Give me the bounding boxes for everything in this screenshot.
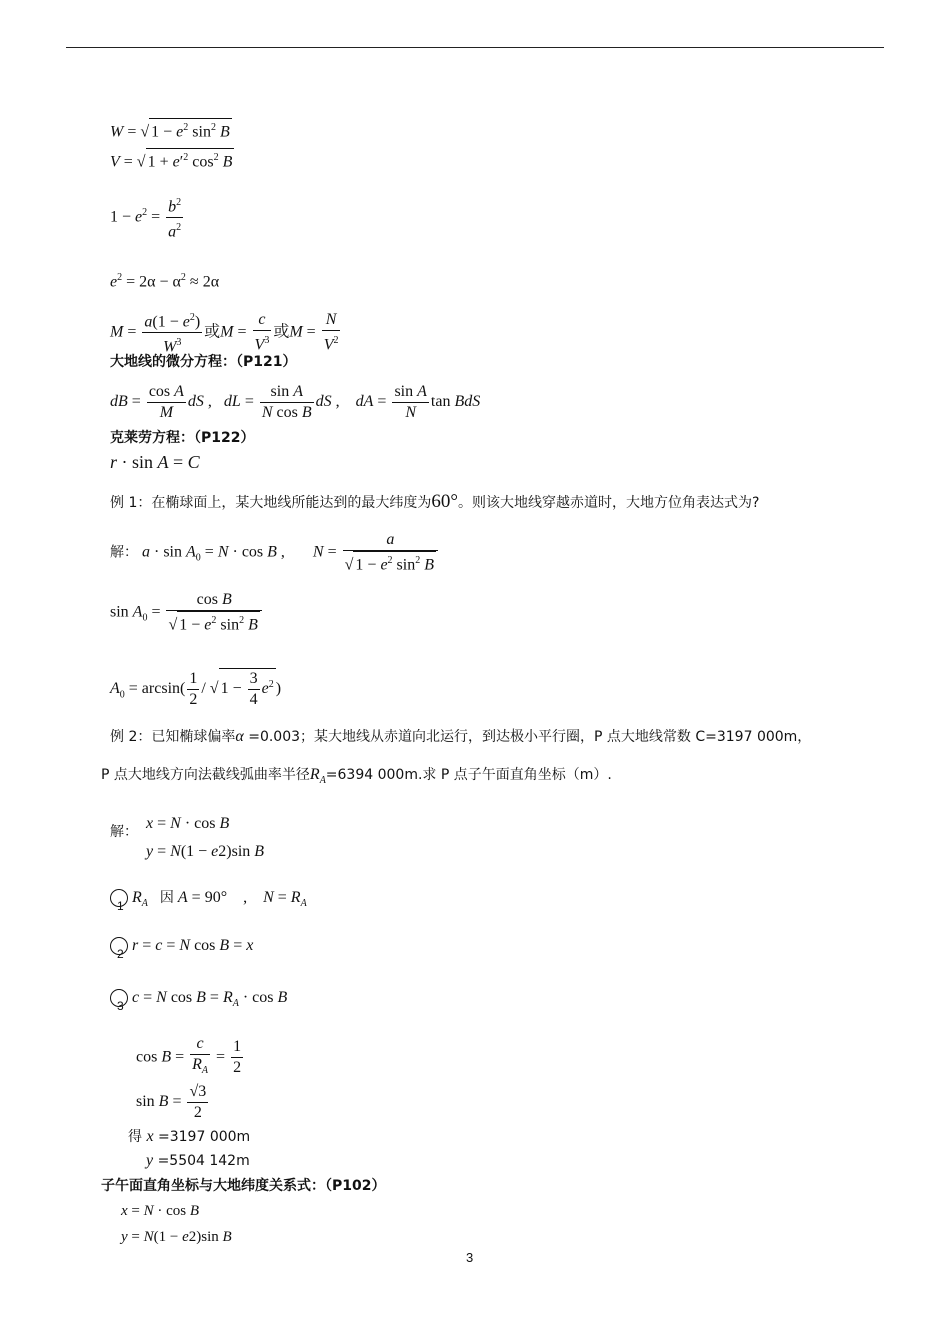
example2-question-line2: P 点大地线方向法截线弧曲率半径$R_A=6394$ 000m.求 P 点子午面直角坐标（m）. xyxy=(101,766,612,787)
meridian-x-formula: x = N · cos B xyxy=(121,1203,200,1219)
heading-meridian-coordinates: 子午面直角坐标与大地纬度关系式：（P102） xyxy=(101,1178,386,1194)
heading-clairaut: 克莱劳方程：（P122） xyxy=(110,430,255,446)
example2-step2: 2 r = c = N cos B = x xyxy=(110,936,253,956)
formula-W: W = √ $1 - e^2$ $\sin^2 B$ xyxy=(110,118,232,142)
example2-step3: 3 c = N $\cos B = R_A \cdot \cos B$ xyxy=(110,988,287,1014)
heading-geodesic-differential: 大地线的微分方程：（P121） xyxy=(110,354,297,370)
header-rule xyxy=(66,47,884,48)
example2-question-line1: 例 2：已知椭球偏率α =0.003；某大地线从赤道向北运行，到达极小平行圈，P 点大地线常数 C=3197 000m， xyxy=(110,728,812,745)
example2-y-formula: y = N(1 − e2)sin B xyxy=(146,843,265,860)
example1-solution-line1: 解： $a \cdot \sin A_0 = N \cdot \cos B$ , N = $\frac{a}{√ 1 - e^2 \sin^2 B}$ xyxy=(110,530,440,575)
circled-2-icon: 2 xyxy=(110,937,128,955)
formula-geodesic-differential: dB = $\frac{\text{cos A}}{M}$ dS , dL = $\frac{\text{sin A}}{\text{N cos B}}$ dS , dA = $\frac{\text{sin A}}{N}$ tan BdS xyxy=(110,383,481,421)
example2-result-y: y =5504 142m xyxy=(146,1152,250,1169)
circled-1-icon: 1 xyxy=(110,889,128,907)
example1-sinA0: $\sin A_0$ = $\frac{\text{cos B}}{√ 1 - e^2 \sin^2 B}$ xyxy=(110,590,264,635)
example2-cosB: cos B = $\frac{c}{R_A}$ = $\frac{1}{2}$ xyxy=(136,1034,245,1081)
example2-result-x: 得 x =3197 000m xyxy=(128,1128,251,1145)
example2-step1: 1 $R_A$ 因 A = 90° , $N = R_A$ xyxy=(110,888,307,914)
formula-V: V = √ $1 + e'^2$ $\cos^2 B$ xyxy=(110,148,234,172)
formula-e2-ratio: $1 - e^2$ = $\frac{b^2}{a^2}$ xyxy=(110,197,182,241)
page-number: 3 xyxy=(466,1250,474,1265)
meridian-y-formula: y = N(1 − e2)sin B xyxy=(121,1229,232,1245)
example2-sinB: sin B = $\frac{√3}{2}$ xyxy=(136,1083,207,1121)
example2-x-formula: x = N · cos B xyxy=(146,815,230,832)
example2-solve-label: 解： xyxy=(110,824,138,840)
example1-question: 例 1：在椭球面上，某大地线所能达到的最大纬度为60°。则该大地线穿越赤道时，大地方位角表达式为? xyxy=(110,491,760,512)
formula-M: M = $\frac{a(1 - e^2)}{W^3}$ 或M = $\frac{c}{V^3}$ 或M = $\frac{N}{V^2}$ xyxy=(110,311,339,356)
formula-clairaut: r · sin A = C xyxy=(110,452,200,472)
example1-A0: $A_0 = \arcsin$( $\frac{1}{2}$ / √ 1 − $\frac{3}{4}$ $e^2$ ) xyxy=(110,670,282,708)
circled-3-icon: 3 xyxy=(110,989,128,1007)
formula-e2-approx: $e^2 = 2\alpha - \alpha^2 \approx 2\alpha$ xyxy=(110,272,220,291)
